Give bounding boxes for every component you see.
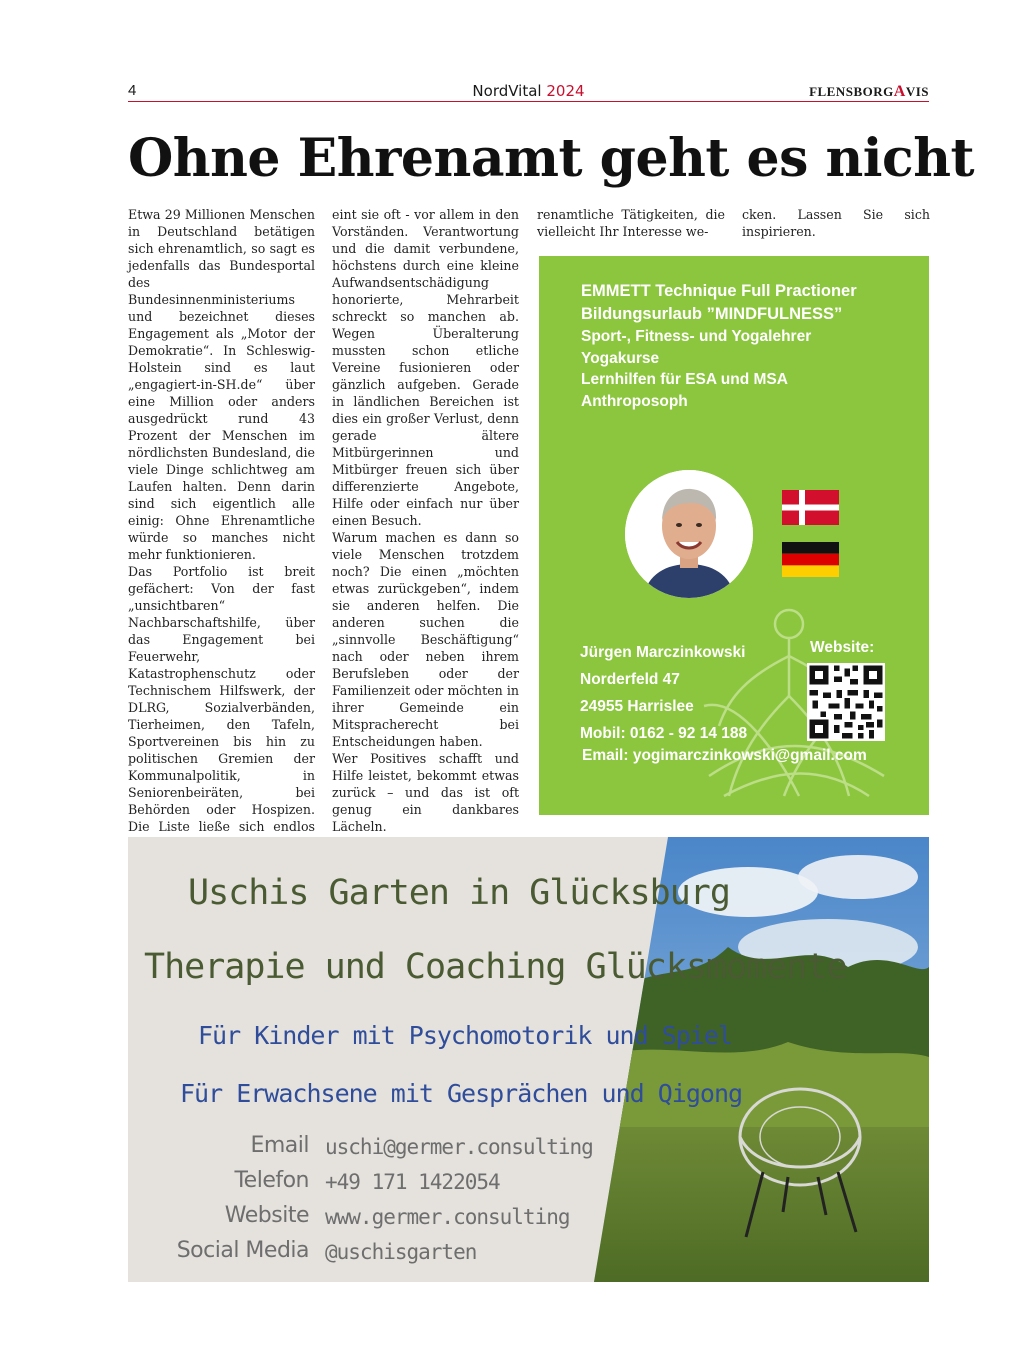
service-line: Anthroposoph	[581, 392, 688, 410]
emmett-services	[581, 280, 857, 412]
emmett-contact-block	[580, 639, 747, 747]
article-paragraph: eint sie oft - vor allem in den Vorständen. Verantwortung und die damit verbundene, höchstens durch eine kleine Aufwandsentschädigung honorierte, Mehrarbeit schreckt so manchen ab. Wegen Überalterung mussten schon etliche Vereine fusionieren oder gänzlich aufgeben. Gerade in ländlichen Bereichen ist dies ein großer Verlust, denn gerade ältere Mitbürgerinnen und Mitbürger freuen sich über differenzierte Angebote, Hilfe oder einfach nur über einen Besuch.	[332, 207, 519, 528]
article-column-4	[742, 206, 930, 240]
article-column-2	[332, 206, 519, 869]
contact-name: Jürgen Marczinkowski	[580, 644, 746, 661]
ad-line-adults: Für Erwachsene mit Gesprächen und Qigong	[180, 1079, 743, 1108]
emmett-advertisement	[539, 256, 929, 815]
publisher-logo	[809, 83, 929, 101]
contact-label-social: Social Media	[176, 1238, 309, 1263]
page-number: 4	[128, 82, 137, 99]
article-paragraph: cken. Lassen Sie sich inspirieren.	[742, 207, 930, 239]
article-column-1	[128, 206, 315, 869]
article-column-3	[537, 206, 725, 240]
service-line: Yogakurse	[581, 349, 660, 367]
page-header	[128, 80, 929, 102]
article-paragraph: Etwa 29 Millionen Menschen in Deutschland betätigen sich ehrenamtlich, so sagt es jedenfalls das Bundesportal des Bundesinnenministeriums und bezeichnet dieses Engagement als „Motor der Demokratie“. In Schleswig-Holstein sind es laut „engagiert-in-SH.de“ über eine Million oder anders ausgedrückt rund 43 Prozent der Menschen im nördlichsten Bundesland, die viele Dinge schlichtweg am Laufen halten. Denn darin sind sich eigentlich alle einig: Ohne Ehrenamtliche würde so manches nicht mehr funktionieren.	[128, 207, 315, 562]
service-line: Bildungsurlaub ”MINDFULNESS”	[581, 305, 843, 323]
contact-email: Email: yogimarczinkowski@gmail.com	[582, 747, 867, 764]
contact-value-social: @uschisgarten	[325, 1240, 477, 1264]
website-label: Website:	[810, 639, 875, 656]
contact-street: Norderfeld 47	[580, 671, 680, 688]
service-line: Sport-, Fitness- und Yogalehrer	[581, 328, 812, 345]
contact-city: 24955 Harrislee	[580, 698, 694, 715]
flag-denmark-icon	[782, 490, 839, 525]
service-line: EMMETT Technique Full Practioner	[581, 282, 857, 300]
ad-title: Uschis Garten in Glücksburg	[188, 873, 730, 913]
article-headline: Ohne Ehrenamt geht es nicht	[128, 128, 975, 189]
brand-text-pre: FLENSBORG	[809, 84, 894, 99]
uschis-garten-advertisement	[128, 837, 929, 1282]
ad-subtitle: Therapie und Coaching Glücksmomente	[144, 947, 847, 987]
contact-value-website: www.germer.consulting	[325, 1205, 570, 1229]
ad-line-kids: Für Kinder mit Psychomotorik und Spiel	[198, 1021, 732, 1050]
article-paragraph: Das Portfolio ist breit gefächert: Von der fast „unsichtbaren“ Nachbarschaftshilfe, über das Engagement bei Feuerwehr, Katastrophenschutz oder Technischem Hilfswerk, der DLRG, Sozialverbänden, Tierheimen, den Tafeln, Sportvereinen bis hin zu politischen Gremien der Kommunalpolitik, in Seniorenbeiräten, bei Behörden oder Hospizen. Die Liste ließe sich endlos	[128, 564, 315, 834]
brand-text-post: VIS	[905, 84, 929, 99]
contact-label-phone: Telefon	[234, 1168, 309, 1193]
header-rule	[128, 101, 929, 102]
brand-text-accent: A	[893, 83, 906, 100]
contact-value-phone: +49 171 1422054	[325, 1170, 500, 1194]
contact-phone: Mobil: 0162 - 92 14 188	[580, 725, 748, 742]
article-paragraph: renamtliche Tätigkeiten, die vielleicht Ihr Interesse we-	[537, 207, 725, 239]
contact-label-email: Email	[250, 1133, 309, 1158]
magazine-name: NordVital	[472, 82, 542, 100]
contact-value-email: uschi@germer.consulting	[325, 1135, 593, 1159]
article-paragraph: Warum machen es dann so viele Menschen trotzdem noch? Die einen „möchten etwas zurückgeben“, indem sie anderen helfen. Die anderen suchen die „sinnvolle Beschäftigung“ nach oder neben ihrem Berufsleben oder der Familienzeit oder möchten in ihrer Gemeinde ein Mitspracherecht bei Entscheidungen haben.	[332, 530, 519, 749]
service-line: Lernhilfen für ESA und MSA	[581, 371, 788, 388]
qr-code-icon	[807, 663, 885, 741]
flag-germany-icon	[782, 542, 839, 577]
contact-label-website: Website	[224, 1203, 309, 1228]
magazine-year: 2024	[546, 82, 585, 100]
article-paragraph: Wer Positives schafft und Hilfe leistet, bekommt etwas zurück – und das ist oft genug ein dankbares Lächeln.	[332, 751, 519, 834]
portrait-photo	[625, 470, 753, 598]
